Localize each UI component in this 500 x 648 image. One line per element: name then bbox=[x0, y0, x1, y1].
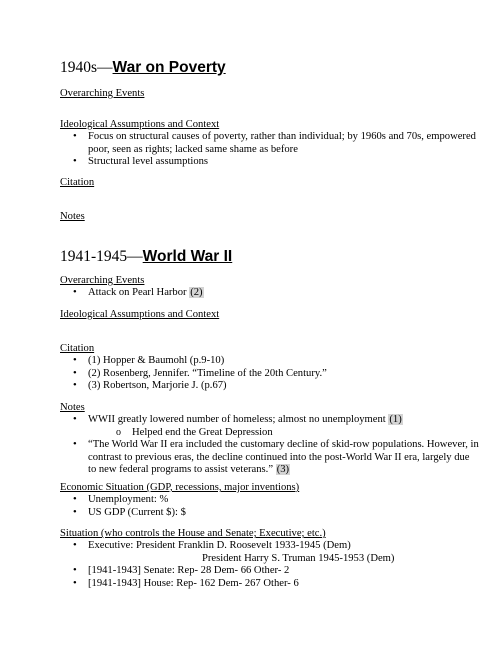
sub-list-item: o Helped end the Great Depression bbox=[60, 427, 480, 440]
section-title-war-on-poverty bbox=[60, 59, 480, 77]
overarching-events-heading: Overarching Events bbox=[60, 88, 145, 99]
overarching-events-heading: Overarching Events bbox=[60, 275, 145, 286]
list-item bbox=[60, 439, 480, 477]
list-item: • (1) Hopper & Baumohl (p.9-10) bbox=[60, 355, 480, 368]
list-item: • Unemployment: % bbox=[60, 494, 480, 507]
section-title-world-war-ii bbox=[60, 248, 480, 266]
list-item: • [1941-1943] Senate: Rep- 28 Dem- 66 Other- 2 bbox=[60, 565, 480, 578]
reference-marker: (1) bbox=[389, 414, 402, 425]
list-item: • US GDP (Current $): $ bbox=[60, 507, 480, 520]
list-item: • [1941-1943] House: Rep- 162 Dem- 267 Other- 6 bbox=[60, 578, 480, 591]
title-prefix: 1940s— bbox=[60, 59, 113, 76]
economic-list bbox=[60, 494, 480, 519]
ideological-heading: Ideological Assumptions and Context bbox=[60, 119, 220, 130]
list-item: • (2) Rosenberg, Jennifer. “Timeline of the 20th Century.” bbox=[60, 368, 480, 381]
citation-heading: Citation bbox=[60, 177, 95, 188]
reference-marker: (3) bbox=[276, 464, 290, 475]
notes-list bbox=[60, 414, 480, 477]
executive-line: • Executive: President Franklin D. Roosevelt 1933-1945 (Dem) bbox=[88, 540, 351, 551]
list-item: • Structural level assumptions bbox=[60, 156, 480, 169]
reference-marker: (2) bbox=[190, 287, 203, 298]
title-bold: World War II bbox=[142, 248, 233, 265]
list-item bbox=[60, 414, 480, 427]
title-bold: War on Poverty bbox=[112, 59, 226, 76]
list-item bbox=[60, 287, 480, 300]
citation-heading: Citation bbox=[60, 343, 95, 354]
economic-heading: Economic Situation (GDP, recessions, major inventions) bbox=[60, 482, 300, 493]
list-item: • (3) Robertson, Marjorie J. (p.67) bbox=[60, 380, 480, 393]
situation-list bbox=[60, 540, 480, 590]
notes-heading: Notes bbox=[60, 402, 85, 413]
executive-line: President Harry S. Truman 1945-1953 (Dem) bbox=[202, 552, 395, 564]
list-item bbox=[60, 540, 480, 565]
ideological-heading: Ideological Assumptions and Context bbox=[60, 309, 220, 320]
situation-heading: Situation (who controls the House and Senate; Executive; etc.) bbox=[60, 528, 326, 539]
notes-heading: Notes bbox=[60, 211, 85, 222]
title-prefix: 1941-1945— bbox=[60, 248, 143, 265]
ideological-list bbox=[60, 131, 480, 169]
citation-list bbox=[60, 355, 480, 393]
note-text: “The World War II era included the customary decline of skid-row populations. However, in contrast to previous eras, the decline continued into the post-World War II era, largely due to new federal programs to assist veterans.” bbox=[88, 439, 479, 475]
list-item: • Focus on structural causes of poverty, rather than individual; by 1960s and 70s, empowered poor, seen as rights; lacked same shame as before bbox=[60, 131, 480, 156]
events-list bbox=[60, 287, 480, 300]
event-text: Attack on Pearl Harbor bbox=[88, 287, 190, 298]
note-text: WWII greatly lowered number of homeless; almost no unemployment bbox=[88, 414, 389, 425]
